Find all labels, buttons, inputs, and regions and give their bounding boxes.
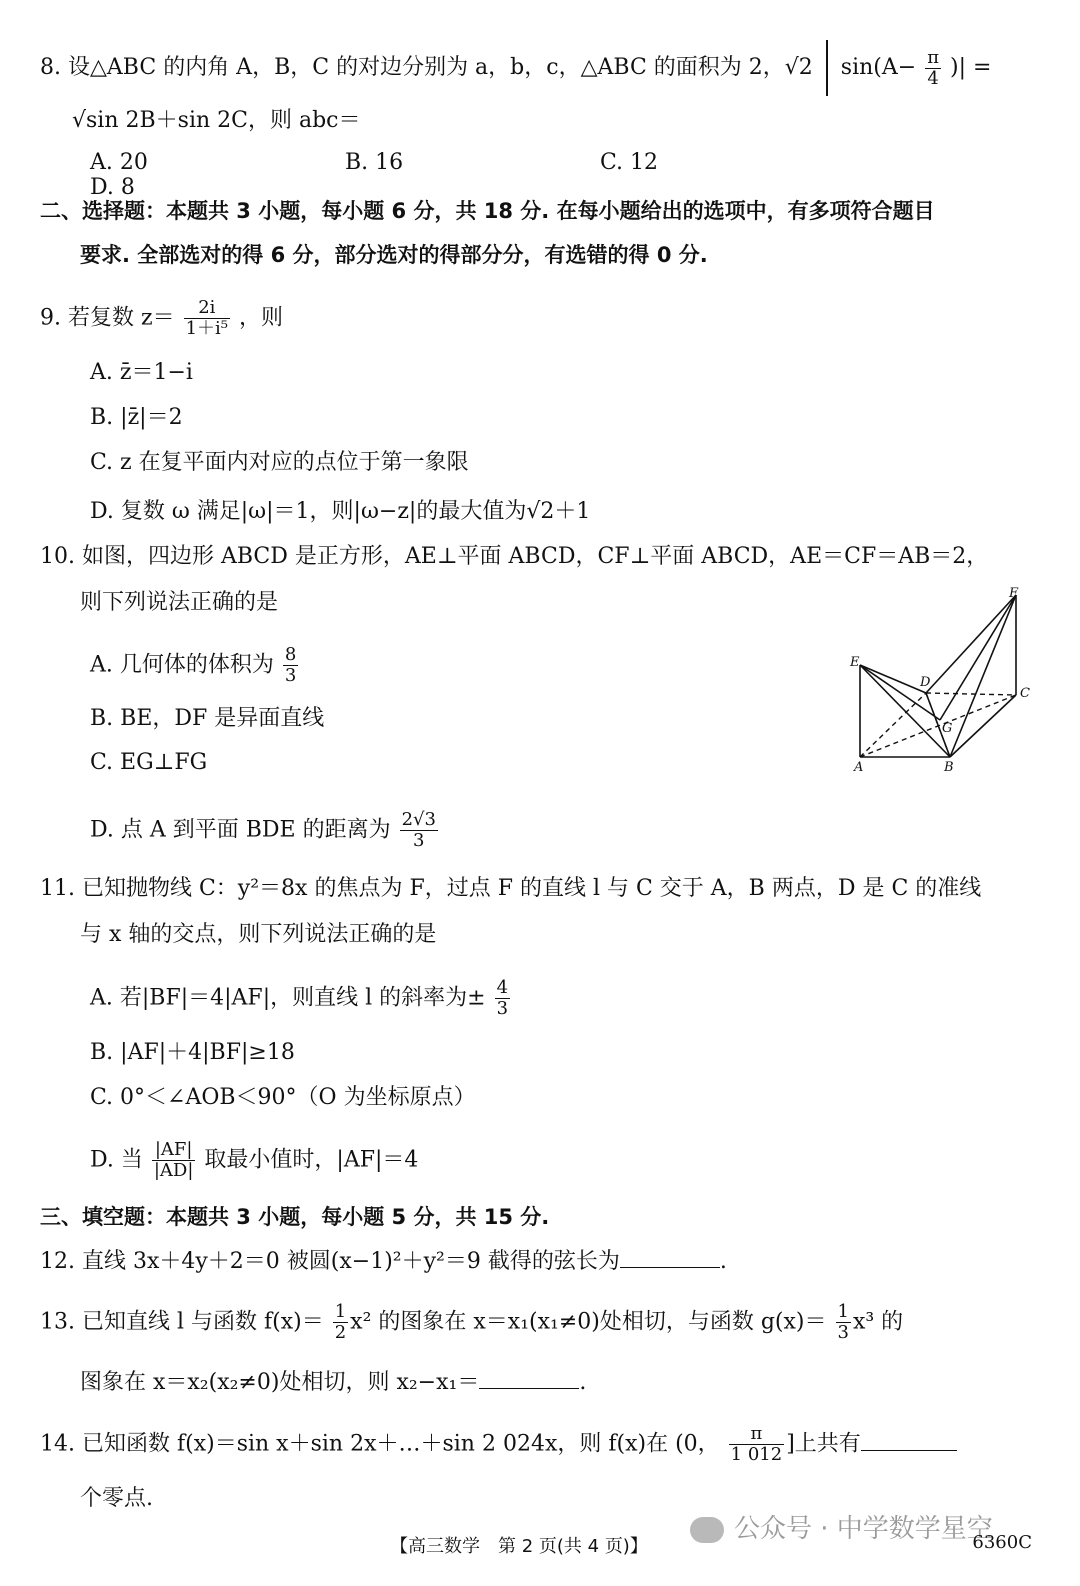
q8-option-d: D. 8 <box>90 175 135 200</box>
fig-label-e: E <box>850 655 860 670</box>
q11-option-d-b: 取最小值时，|AF|＝4 <box>204 1147 419 1173</box>
section2-heading-line1: 二、选择题：本题共 3 小题，每小题 6 分，共 18 分. 在每小题给出的选项中，有多项符合题目 <box>40 199 935 223</box>
q12-text: 12. 直线 3x＋4y＋2＝0 被圆(x−1)²＋y²＝9 截得的弦长为 <box>40 1249 620 1274</box>
q11-line2: 与 x 轴的交点，则下列说法正确的是 <box>80 922 437 947</box>
fig-label-b: B <box>944 760 954 775</box>
fig-label-g: G <box>942 721 953 736</box>
q14-den: 1 012 <box>730 1444 783 1465</box>
q13-line2 <box>80 1366 586 1398</box>
q11-d-den: |AD| <box>153 1160 194 1181</box>
q11-line1: 11. 已知抛物线 C：y²＝8x 的焦点为 F，过点 F 的直线 l 与 C 交于 A，B 两点，D 是 C 的准线 <box>40 876 982 901</box>
q8-option-c: C. 12 <box>600 150 659 175</box>
q10-line1: 10. 如图，四边形 ABCD 是正方形，AE⊥平面 ABCD，CF⊥平面 ABCD，AE＝CF＝AB＝2， <box>40 544 989 569</box>
q10-option-a-text: A. 几何体的体积为 <box>90 652 274 678</box>
q11-option-d-a: D. 当 <box>90 1147 143 1173</box>
q10-option-c: C. EG⊥FG <box>90 750 208 775</box>
q11-option-b: B. |AF|＋4|BF|≥18 <box>90 1040 295 1065</box>
q14-pi: π <box>729 1424 785 1445</box>
q14-a: 14. 已知函数 f(x)＝sin x＋sin 2x＋…＋sin 2 024x，则 f(x)在 <box>40 1431 669 1457</box>
q10-d-num: 2√3 <box>401 809 436 830</box>
q8-line1-text: 8. 设△ABC 的内角 A，B，C 的对边分别为 a，b，c，△ABC 的面积为 2，√2 <box>40 55 813 80</box>
watermark <box>690 1508 993 1545</box>
q14-line2: 个零点. <box>80 1486 153 1511</box>
q8-abs-bar-left <box>826 40 828 96</box>
q9-option-b: B. |z̄|＝2 <box>90 405 183 430</box>
q14-line1 <box>40 1424 957 1465</box>
q8-options <box>90 150 990 200</box>
q13-a: 13. 已知直线 l 与函数 f(x)＝ <box>40 1309 324 1335</box>
q10-option-b: B. BE，DF 是异面直线 <box>90 706 325 731</box>
q11-option-d <box>90 1140 418 1181</box>
watermark-text: 公众号 · 中学数学星空 <box>734 1514 993 1544</box>
q9-stem-b: ，则 <box>239 305 284 331</box>
q11-a-num: 4 <box>496 977 509 998</box>
q10-a-fraction <box>283 645 298 686</box>
q13-answer-blank[interactable] <box>479 1366 579 1389</box>
q13-b: x² 的图象在 x＝x₁(x₁≠0)处相切，与函数 g(x)＝ <box>350 1309 827 1335</box>
q10-a-num: 8 <box>284 644 297 665</box>
q10-geometry-figure <box>840 585 1040 780</box>
q9-num: 2i <box>184 298 230 319</box>
q13-g-den: 3 <box>837 1322 849 1343</box>
q8-line1 <box>40 40 991 96</box>
q8-pi-fraction <box>925 48 941 89</box>
q13-f-den: 2 <box>334 1322 347 1343</box>
q8-option-a: A. 20 <box>90 150 148 175</box>
q9-fraction <box>184 298 230 339</box>
q8-pi: π <box>927 46 940 68</box>
q10-option-d <box>90 810 440 851</box>
q13-g-num: 1 <box>837 1301 849 1322</box>
q10-a-den: 3 <box>284 665 297 686</box>
q11-a-fraction <box>495 978 510 1019</box>
q13-line1 <box>40 1302 903 1343</box>
fig-label-c: C <box>1020 686 1030 701</box>
q8-abs-end: )| = <box>950 55 992 80</box>
q10-option-a <box>90 645 300 686</box>
paper-code: 6360C <box>972 1532 1032 1553</box>
q14-interval-left: (0， <box>675 1431 720 1457</box>
q13-line2-text: 图象在 x＝x₂(x₂≠0)处相切，则 x₂−x₁＝ <box>80 1370 480 1395</box>
section2-heading-line2: 要求. 全部选对的得 6 分，部分选对的得部分分，有选错的得 0 分. <box>80 243 708 267</box>
fig-label-a: A <box>854 760 864 775</box>
q8-option-b: B. 16 <box>345 150 404 175</box>
q12-answer-blank[interactable] <box>620 1245 720 1268</box>
q12-end: . <box>719 1249 727 1274</box>
q11-a-den: 3 <box>496 998 509 1019</box>
q9-option-d: D. 复数 ω 满足|ω|＝1，则|ω−z|的最大值为√2＋1 <box>90 499 591 524</box>
q14-answer-blank[interactable] <box>861 1428 957 1451</box>
q11-option-a <box>90 978 512 1019</box>
q9-stem <box>40 298 283 339</box>
q9-option-a: A. z̄＝1−i <box>90 360 193 385</box>
q10-d-den: 3 <box>413 830 425 851</box>
q14-b: 上共有 <box>794 1431 861 1457</box>
q8-four: 4 <box>927 67 939 89</box>
q8-abs-text: sin(A− <box>840 55 917 80</box>
q13-c: x³ 的 <box>852 1309 904 1335</box>
q8-line2: √sin 2B＋sin 2C，则 abc＝ <box>72 108 361 133</box>
q9-den: 1＋i⁵ <box>185 318 229 339</box>
fig-label-f: F <box>1009 586 1019 601</box>
q13-g-fraction <box>836 1302 851 1343</box>
q11-d-num: |AF| <box>152 1140 196 1161</box>
wechat-logo-icon <box>690 1517 724 1543</box>
q9-stem-a: 9. 若复数 z＝ <box>40 305 175 331</box>
q13-end: . <box>579 1370 587 1395</box>
q11-d-fraction <box>152 1140 196 1181</box>
q14-fraction <box>729 1424 785 1465</box>
section3-heading: 三、填空题：本题共 3 小题，每小题 5 分，共 15 分. <box>40 1205 550 1229</box>
q14-interval-right: ] <box>786 1431 795 1457</box>
q10-line2: 则下列说法正确的是 <box>80 590 279 615</box>
q12 <box>40 1245 727 1277</box>
q9-option-c: C. z 在复平面内对应的点位于第一象限 <box>90 450 469 475</box>
q10-option-d-text: D. 点 A 到平面 BDE 的距离为 <box>90 817 391 843</box>
q13-f-num: 1 <box>334 1301 347 1322</box>
q10-d-fraction <box>400 810 438 851</box>
fig-label-d: D <box>920 675 931 690</box>
q13-f-fraction <box>333 1302 348 1343</box>
q11-option-c: C. 0°＜∠AOB＜90°（O 为坐标原点） <box>90 1085 476 1110</box>
page-footer: 【高三数学 第 2 页(共 4 页)】 <box>390 1536 648 1557</box>
q11-option-a-text: A. 若|BF|＝4|AF|，则直线 l 的斜率为± <box>90 985 486 1011</box>
